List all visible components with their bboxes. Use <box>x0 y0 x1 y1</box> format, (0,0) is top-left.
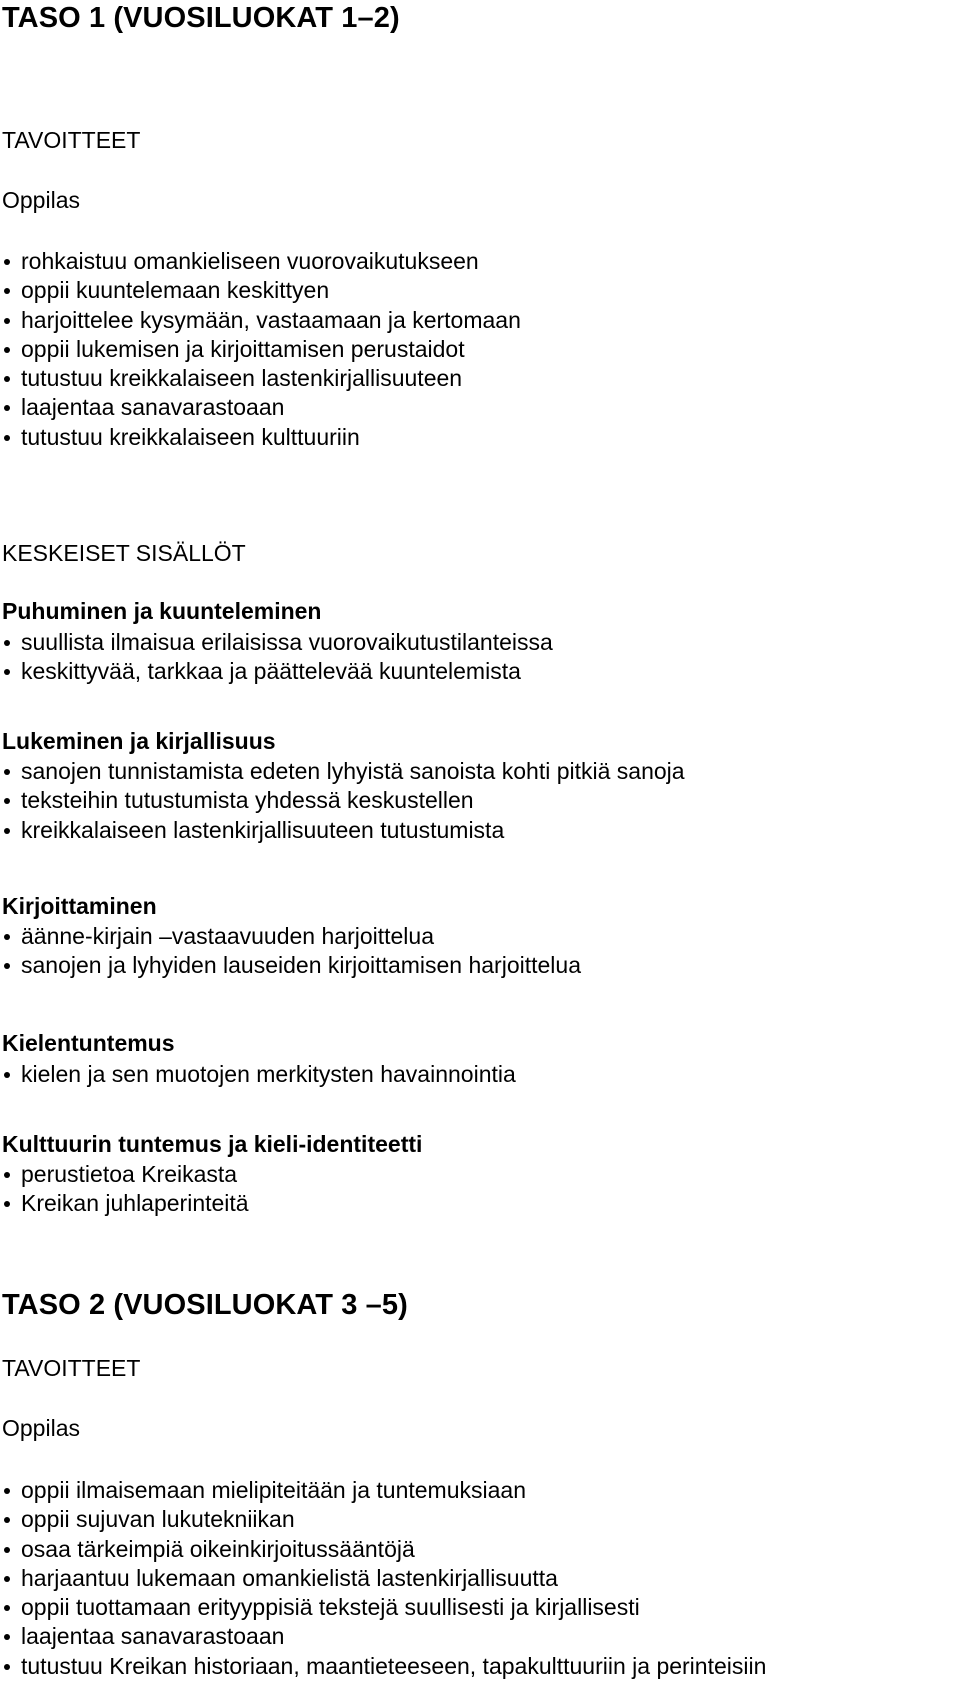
list-item: tutustuu Kreikan historiaan, maantieteeseen, tapakulttuuriin ja perinteisiin <box>2 1652 766 1681</box>
level1-title: TASO 1 (VUOSILUOKAT 1–2) <box>2 2 400 34</box>
level2-pupil-label: Oppilas <box>2 1415 80 1441</box>
list-item: sanojen ja lyhyiden lauseiden kirjoittamisen harjoittelua <box>2 951 581 980</box>
list-item: rohkaistuu omankieliseen vuorovaikutukseen <box>2 247 521 276</box>
list-item: perustietoa Kreikasta <box>2 1160 249 1189</box>
list-item: harjaantuu lukemaan omankielistä lastenkirjallisuutta <box>2 1564 766 1593</box>
list-item: kielen ja sen muotojen merkitysten havainnointia <box>2 1060 516 1089</box>
list-item: kreikkalaiseen lastenkirjallisuuteen tutustumista <box>2 816 685 845</box>
level2-goals-list <box>2 1476 766 1681</box>
section-list-writing <box>2 922 581 981</box>
list-item: oppii sujuvan lukutekniikan <box>2 1505 766 1534</box>
list-item: keskittyvää, tarkkaa ja päättelevää kuuntelemista <box>2 657 553 686</box>
list-item: oppii tuottamaan erityyppisiä tekstejä suullisesti ja kirjallisesti <box>2 1593 766 1622</box>
list-item: teksteihin tutustumista yhdessä keskustellen <box>2 786 685 815</box>
section-heading-culture-identity: Kulttuurin tuntemus ja kieli-identiteetti <box>2 1131 423 1157</box>
list-item: oppii lukemisen ja kirjoittamisen perustaidot <box>2 335 521 364</box>
list-item: harjoittelee kysymään, vastaamaan ja kertomaan <box>2 306 521 335</box>
level1-goals-heading: TAVOITTEET <box>2 127 141 153</box>
list-item: oppii kuuntelemaan keskittyen <box>2 276 521 305</box>
section-list-culture-identity <box>2 1160 249 1219</box>
list-item: Kreikan juhlaperinteitä <box>2 1189 249 1218</box>
list-item: laajentaa sanavarastoaan <box>2 393 521 422</box>
level2-title: TASO 2 (VUOSILUOKAT 3 –5) <box>2 1289 408 1321</box>
list-item: tutustuu kreikkalaiseen lastenkirjallisuuteen <box>2 364 521 393</box>
section-heading-speaking-listening: Puhuminen ja kuunteleminen <box>2 598 322 624</box>
list-item: osaa tärkeimpiä oikeinkirjoitussääntöjä <box>2 1535 766 1564</box>
section-list-speaking-listening <box>2 628 553 687</box>
list-item: laajentaa sanavarastoaan <box>2 1622 766 1651</box>
list-item: äänne-kirjain –vastaavuuden harjoittelua <box>2 922 581 951</box>
level1-contents-heading: KESKEISET SISÄLLÖT <box>2 540 246 566</box>
list-item: suullista ilmaisua erilaisissa vuorovaikutustilanteissa <box>2 628 553 657</box>
level1-pupil-label: Oppilas <box>2 187 80 213</box>
section-list-reading-literature <box>2 757 685 845</box>
section-list-language-knowledge <box>2 1060 516 1089</box>
section-heading-reading-literature: Lukeminen ja kirjallisuus <box>2 728 276 754</box>
level2-goals-heading: TAVOITTEET <box>2 1355 141 1381</box>
section-heading-writing: Kirjoittaminen <box>2 893 157 919</box>
list-item: tutustuu kreikkalaiseen kulttuuriin <box>2 423 521 452</box>
section-heading-language-knowledge: Kielentuntemus <box>2 1030 175 1056</box>
list-item: sanojen tunnistamista edeten lyhyistä sanoista kohti pitkiä sanoja <box>2 757 685 786</box>
level1-goals-list <box>2 247 521 452</box>
list-item: oppii ilmaisemaan mielipiteitään ja tuntemuksiaan <box>2 1476 766 1505</box>
